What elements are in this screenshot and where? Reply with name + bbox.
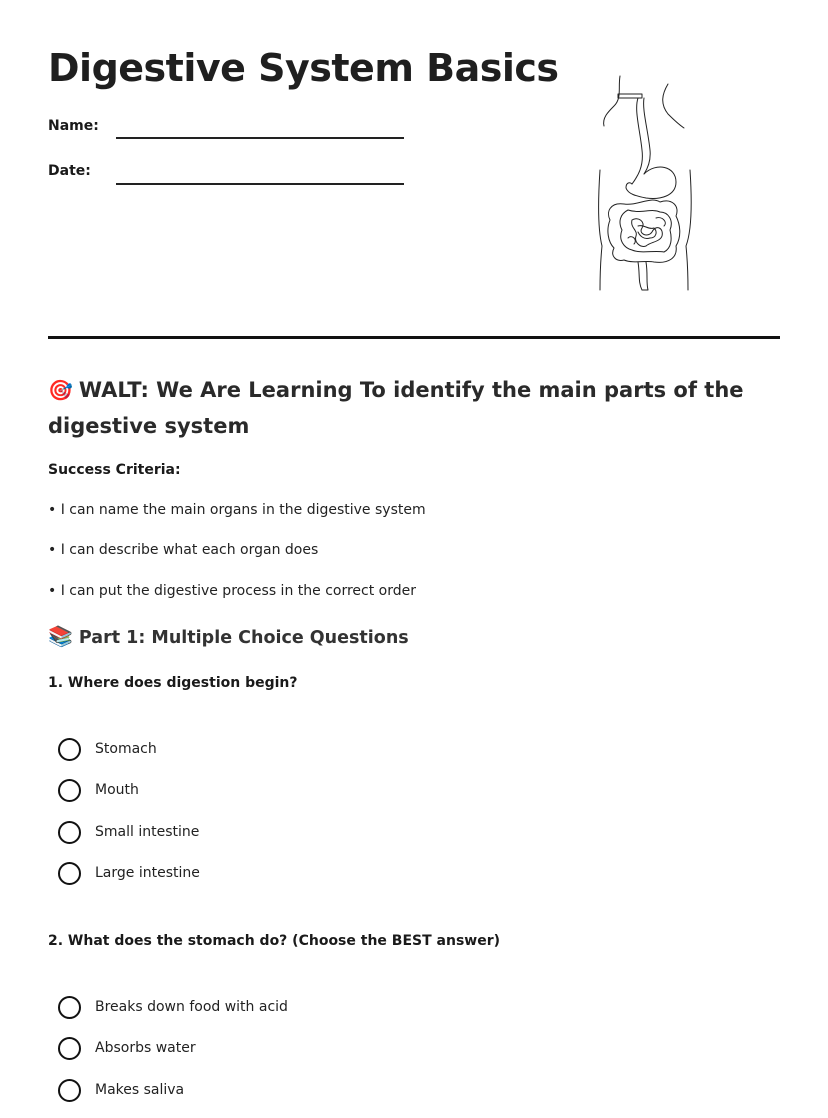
option-label: Large intestine (95, 865, 200, 881)
jaw-outline (604, 76, 620, 126)
name-label: Name: (48, 118, 99, 134)
name-line[interactable] (116, 137, 404, 139)
success-criteria-item: • I can put the digestive process in the correct order (48, 583, 416, 599)
option-label: Stomach (95, 741, 157, 757)
option-label: Mouth (95, 782, 139, 798)
section-divider (48, 336, 780, 339)
success-criteria-item: • I can name the main organs in the digestive system (48, 502, 426, 518)
large-intestine-shape (608, 200, 680, 262)
radio-circle-icon[interactable] (58, 821, 81, 844)
digestive-system-diagram-icon (598, 70, 698, 294)
torso-right (686, 170, 691, 290)
walt-heading (48, 372, 748, 444)
target-icon: 🎯 (48, 378, 73, 402)
option-label: Breaks down food with acid (95, 999, 288, 1015)
radio-circle-icon[interactable] (58, 996, 81, 1019)
radio-circle-icon[interactable] (58, 738, 81, 761)
option-label: Makes saliva (95, 1082, 185, 1098)
option-label: Absorbs water (95, 1040, 196, 1056)
page-title: Digestive System Basics (48, 46, 559, 90)
mouth-shape (618, 94, 642, 98)
part1-heading (48, 624, 409, 648)
walt-text: WALT: We Are Learning To identify the main parts of the digestive system (48, 378, 744, 438)
part1-heading-text: Part 1: Multiple Choice Questions (78, 628, 409, 648)
face-outline (663, 84, 684, 128)
success-criteria-heading: Success Criteria: (48, 462, 181, 478)
radio-circle-icon[interactable] (58, 1079, 81, 1102)
date-line[interactable] (116, 183, 404, 185)
esophagus-shape (632, 98, 642, 184)
radio-circle-icon[interactable] (58, 779, 81, 802)
books-icon: 📚 (48, 624, 73, 648)
question-1-text: 1. Where does digestion begin? (48, 675, 298, 691)
radio-circle-icon[interactable] (58, 862, 81, 885)
small-intestine-shape (632, 219, 663, 247)
question-2-text: 2. What does the stomach do? (Choose the BEST answer) (48, 933, 501, 949)
option-label: Small intestine (95, 824, 200, 840)
torso-left (599, 170, 602, 290)
date-label: Date: (48, 163, 91, 179)
radio-circle-icon[interactable] (58, 1037, 81, 1060)
rectum-shape (638, 262, 648, 290)
success-criteria-item: • I can describe what each organ does (48, 542, 319, 558)
